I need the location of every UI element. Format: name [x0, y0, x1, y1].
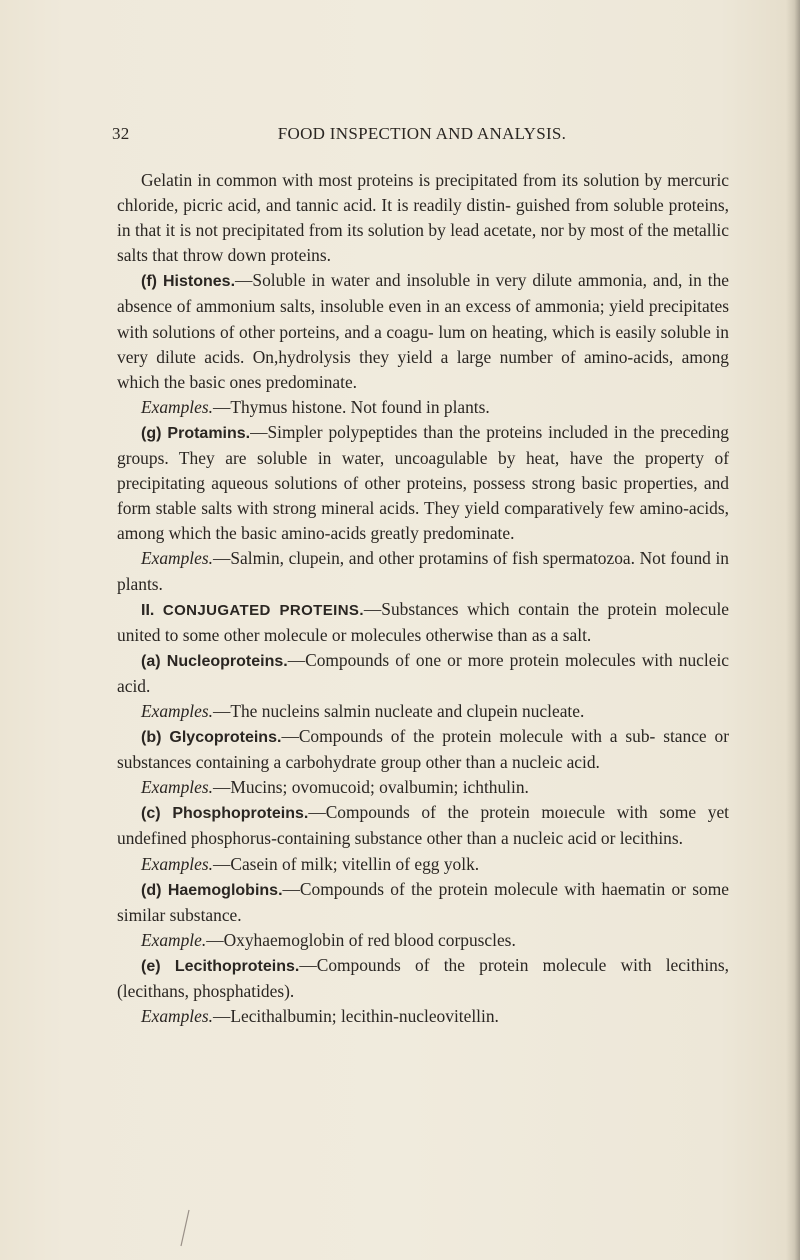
- paragraph-histones: [117, 268, 729, 394]
- haemoglobins-heading: (d) Haemoglobins.: [141, 881, 283, 899]
- paragraph-protamins-examples: [117, 546, 729, 596]
- examples-label: Examples.: [141, 700, 213, 721]
- conjugated-text: —Substances which contain the protein molecule united to some other molecule or molecules otherwise than as a salt.: [117, 598, 729, 645]
- lecithoproteins-text: —Compounds of the protein molecule with lecithins, (lecithans, phosphatides).: [117, 954, 729, 1001]
- histones-examples-text: —Thymus histone. Not found in plants.: [212, 396, 490, 417]
- conjugated-heading: CONJUGATED PROTEINS.: [162, 601, 364, 619]
- paragraph-phosphoproteins: [117, 800, 729, 851]
- paragraph-conjugated-proteins: [117, 597, 729, 648]
- page-header: [112, 124, 732, 150]
- examples-label: Examples.: [141, 777, 213, 798]
- paragraph-lecithoproteins: [117, 953, 729, 1004]
- conjugated-number: II.: [141, 601, 155, 619]
- paragraph-protamins: [117, 420, 729, 546]
- phosphoproteins-examples-text: —Casein of milk; vitellin of egg yolk.: [212, 853, 480, 874]
- paragraph-haemoglobins-example: [117, 928, 729, 953]
- nucleoproteins-heading: (a) Nucleoproteins.: [141, 652, 288, 670]
- haemoglobins-text: —Compounds of the protein molecule with haematin or some similar substance.: [117, 878, 729, 925]
- examples-label: Examples.: [141, 853, 213, 874]
- paragraph-haemoglobins: [117, 877, 729, 928]
- protamins-text: —Simpler polypeptides than the proteins included in the preceding groups. They are soluble in water, uncoagulable by heat, have the property of precipitating aqueous solutions of other proteins, possess strong basic properties, and form stable salts with strong mineral acids. They yield comparatively few amino-acids, among which the basic amino-acids greatly predominate.: [117, 421, 729, 544]
- paragraph-phosphoproteins-examples: [117, 852, 729, 877]
- phosphoproteins-heading: (c) Phosphoproteins.: [141, 805, 309, 823]
- protamins-examples-text: —Salmin, clupein, and other protamins of fish spermatozoa. Not found in plants.: [117, 548, 729, 594]
- pencil-mark: [178, 1208, 192, 1248]
- nucleoproteins-examples-text: —The nucleins salmin nucleate and clupein nucleate.: [212, 700, 585, 721]
- examples-label: Examples.: [141, 548, 213, 569]
- haemoglobins-example-text: —Oxyhaemoglobin of red blood corpuscles.: [206, 929, 516, 950]
- running-head: FOOD INSPECTION AND ANALYSIS.: [277, 124, 567, 143]
- body-text: [117, 168, 729, 1029]
- glycoproteins-heading: (b) Glycoproteins.: [141, 729, 282, 747]
- nucleoproteins-text: —Compounds of one or more protein molecules with nucleic acid.: [117, 649, 729, 696]
- phosphoproteins-text: —Compounds of the protein moıecule with some yet undefined phosphorus-containing substance other than a nucleic acid or lecithins.: [117, 802, 729, 849]
- lecithoproteins-examples-text: —Lecithalbumin; lecithin-nucleovitellin.: [212, 1006, 499, 1027]
- paragraph-glycoproteins-examples: [117, 775, 729, 800]
- paragraph-nucleoproteins-examples: [117, 699, 729, 724]
- page-number: 32: [112, 124, 130, 143]
- examples-label: Examples.: [141, 396, 213, 417]
- histones-heading: (f) Histones.: [141, 273, 236, 291]
- paragraph-gelatin: [117, 168, 729, 268]
- page-edge-shadow: [786, 0, 800, 1260]
- glycoproteins-text: —Compounds of the protein molecule with a sub- stance or substances containing a carbohydrate group other than a nucleic acid.: [117, 726, 730, 773]
- protamins-heading: (g) Protamins.: [141, 424, 251, 442]
- paragraph-histones-examples: [117, 395, 729, 420]
- paragraph-nucleoproteins: [117, 648, 729, 699]
- examples-label: Examples.: [141, 1006, 213, 1027]
- paragraph-lecithoproteins-examples: [117, 1004, 729, 1029]
- pencil-stroke: [181, 1210, 189, 1246]
- glycoproteins-examples-text: —Mucins; ovomucoid; ovalbumin; ichthulin.: [212, 777, 529, 798]
- lecithoproteins-heading: (e) Lecithoproteins.: [141, 957, 300, 975]
- gelatin-text: Gelatin in common with most proteins is precipitated from its solution by mercuric chloride, picric acid, and tannic acid. It is readily distin- guished from soluble proteins, in that it is not precipitated from its solution by lead acetate, nor by most of the metallic salts that throw down proteins.: [117, 170, 729, 266]
- paragraph-glycoproteins: [117, 724, 729, 775]
- example-label: Example.: [141, 929, 207, 950]
- histones-text: —Soluble in water and insoluble in very dilute ammonia, and, in the absence of ammonium salts, insoluble even in an excess of ammonia; yield precipitates with solutions of other porteins, and a coagu- lum on heating, which is easily soluble in very dilute acids. On,hydrolysis they yield a large number of amino-acids, among which the basic ones predominate.: [117, 270, 729, 392]
